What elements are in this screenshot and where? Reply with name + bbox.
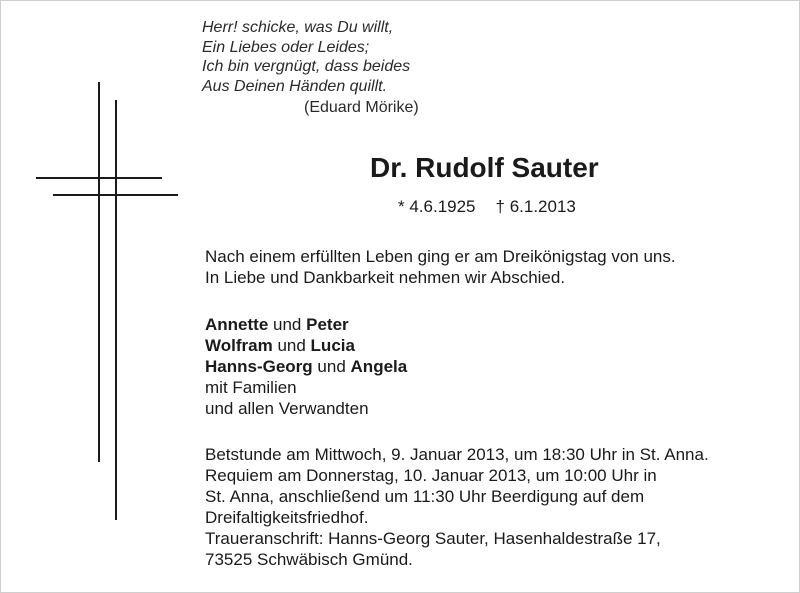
family-list — [205, 314, 407, 419]
intro-line: Nach einem erfüllten Leben ging er am Dreikönigstag von uns. — [205, 247, 676, 266]
family-couple — [205, 335, 407, 356]
family-name: Annette — [205, 315, 269, 334]
service-line: St. Anna, anschließend um 11:30 Uhr Beerdigung auf dem — [205, 487, 645, 506]
poem-line: Ein Liebes oder Leides; — [202, 38, 370, 56]
poem-block — [202, 18, 602, 118]
family-name: Hanns-Georg — [205, 357, 313, 376]
family-extra: und allen Verwandten — [205, 399, 369, 418]
service-line: Traueranschrift: Hanns-Georg Sauter, Hasenhaldestraße 17, — [205, 529, 661, 548]
joiner: und — [273, 315, 302, 334]
family-name: Wolfram — [205, 336, 273, 355]
family-couple — [205, 314, 407, 335]
poem-author: (Eduard Mörike) — [304, 99, 419, 116]
service-line: Betstunde am Mittwoch, 9. Januar 2013, um 18:30 Uhr in St. Anna. — [205, 445, 709, 464]
joiner: und — [317, 357, 346, 376]
intro-text — [205, 246, 676, 288]
family-name: Lucia — [310, 336, 355, 355]
family-name: Angela — [350, 357, 408, 376]
death-date: † 6.1.2013 — [495, 197, 576, 216]
service-line: 73525 Schwäbisch Gmünd. — [205, 550, 413, 569]
deceased-name: Dr. Rudolf Sauter — [370, 152, 599, 183]
family-name: Peter — [306, 315, 349, 334]
service-line: Dreifaltigkeitsfriedhof. — [205, 508, 369, 527]
family-couple — [205, 356, 407, 377]
service-line: Requiem am Donnerstag, 10. Januar 2013, um 10:00 Uhr in — [205, 466, 657, 485]
cross-icon — [0, 0, 200, 560]
joiner: und — [277, 336, 306, 355]
birth-date: * 4.6.1925 — [398, 197, 476, 216]
intro-line: In Liebe und Dankbarkeit nehmen wir Abschied. — [205, 268, 566, 287]
poem-line: Herr! schicke, was Du willt, — [202, 19, 394, 36]
family-extra: mit Familien — [205, 378, 297, 397]
poem-line: Ich bin vergnügt, dass beides — [202, 58, 411, 75]
life-dates — [398, 197, 576, 217]
poem-line: Aus Deinen Händen quillt. — [202, 77, 388, 95]
service-info — [205, 444, 709, 570]
